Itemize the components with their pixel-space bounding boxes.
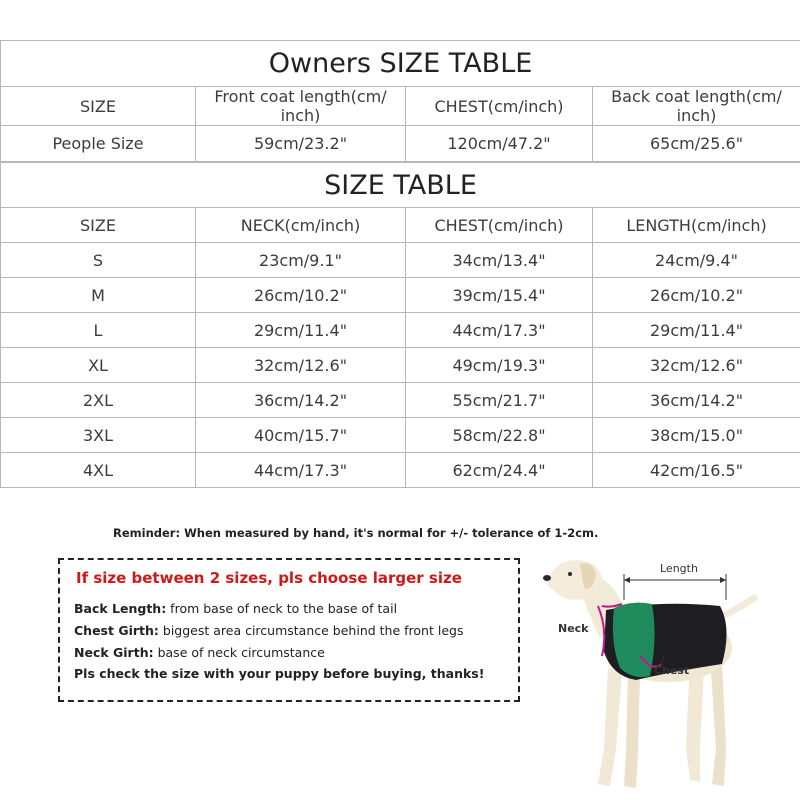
table-row: [1, 278, 800, 313]
table-cell: 26cm/10.2": [196, 278, 406, 313]
table-row: [1, 453, 800, 488]
dog-measurement-diagram: [540, 548, 800, 800]
table-cell: 40cm/15.7": [196, 418, 406, 453]
table-cell: 39cm/15.4": [406, 278, 593, 313]
table-cell: 44cm/17.3": [406, 313, 593, 348]
table-row: [1, 418, 800, 453]
table-cell: XL: [1, 348, 196, 383]
table-row: [1, 348, 800, 383]
owners-table-title: Owners SIZE TABLE: [1, 41, 800, 87]
table-cell: 3XL: [1, 418, 196, 453]
neck-girth-text: base of neck circumstance: [154, 645, 325, 660]
table-cell: M: [1, 278, 196, 313]
table-cell: L: [1, 313, 196, 348]
table-cell: 32cm/12.6": [593, 348, 800, 383]
table-cell: People Size: [1, 126, 196, 162]
table-cell: 23cm/9.1": [196, 243, 406, 278]
table-cell: 36cm/14.2": [593, 383, 800, 418]
chest-girth-label: Chest Girth:: [74, 623, 159, 638]
table-row: [1, 383, 800, 418]
size-table-title: SIZE TABLE: [1, 163, 800, 208]
table-cell: 42cm/16.5": [593, 453, 800, 488]
table-cell: 4XL: [1, 453, 196, 488]
final-note: Pls check the size with your puppy before buying, thanks!: [74, 666, 484, 681]
table-cell: 55cm/21.7": [406, 383, 593, 418]
back-length-note: [74, 601, 397, 616]
size-header-size: SIZE: [1, 208, 196, 243]
table-row: [1, 126, 800, 162]
table-cell: 24cm/9.4": [593, 243, 800, 278]
table-cell: 49cm/19.3": [406, 348, 593, 383]
table-cell: 36cm/14.2": [196, 383, 406, 418]
table-row: [1, 243, 800, 278]
owners-header-size: SIZE: [1, 87, 196, 126]
size-table: [0, 162, 800, 488]
chest-girth-note: [74, 623, 463, 638]
table-cell: 29cm/11.4": [196, 313, 406, 348]
sizing-notes-box: [58, 558, 520, 702]
table-cell: 29cm/11.4": [593, 313, 800, 348]
neck-girth-note: [74, 645, 325, 660]
owners-header-front: Front coat length(cm/ inch): [196, 87, 406, 126]
size-header-neck: NECK(cm/inch): [196, 208, 406, 243]
table-row: [1, 313, 800, 348]
owners-header-back: Back coat length(cm/ inch): [593, 87, 800, 126]
table-cell: 32cm/12.6": [196, 348, 406, 383]
table-cell: 62cm/24.4": [406, 453, 593, 488]
size-header-length: LENGTH(cm/inch): [593, 208, 800, 243]
neck-label: Neck: [558, 622, 589, 635]
size-header-chest: CHEST(cm/inch): [406, 208, 593, 243]
back-length-label: Back Length:: [74, 601, 166, 616]
measurement-reminder: Reminder: When measured by hand, it's normal for +/- tolerance of 1-2cm.: [113, 526, 598, 540]
owners-header-chest: CHEST(cm/inch): [406, 87, 593, 126]
length-label: Length: [660, 562, 698, 575]
table-cell: S: [1, 243, 196, 278]
table-cell: 44cm/17.3": [196, 453, 406, 488]
table-cell: 59cm/23.2": [196, 126, 406, 162]
table-cell: 58cm/22.8": [406, 418, 593, 453]
table-cell: 120cm/47.2": [406, 126, 593, 162]
table-cell: 26cm/10.2": [593, 278, 800, 313]
chest-label: Chest: [654, 664, 689, 677]
size-warning: If size between 2 sizes, pls choose larger size: [76, 569, 462, 587]
neck-girth-label: Neck Girth:: [74, 645, 154, 660]
table-cell: 65cm/25.6": [593, 126, 800, 162]
chest-girth-text: biggest area circumstance behind the front legs: [159, 623, 464, 638]
table-cell: 2XL: [1, 383, 196, 418]
back-length-text: from base of neck to the base of tail: [166, 601, 397, 616]
owners-size-table: [0, 40, 800, 162]
table-cell: 38cm/15.0": [593, 418, 800, 453]
table-cell: 34cm/13.4": [406, 243, 593, 278]
